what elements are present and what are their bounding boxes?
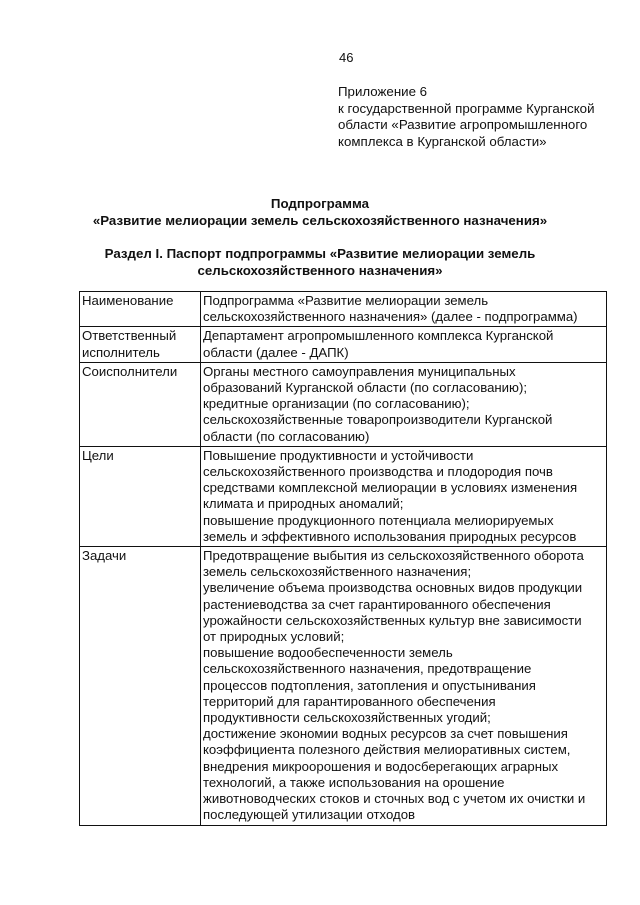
row-value-line: сельскохозяйственного назначения, предотвращение bbox=[203, 661, 532, 677]
row-value-line: климата и природных аномалий; bbox=[203, 496, 404, 512]
appendix-line: к государственной программе Курганской bbox=[338, 100, 595, 116]
row-value-line: Повышение продуктивности и устойчивости bbox=[203, 447, 474, 463]
row-name-cell bbox=[80, 292, 201, 327]
row-value-line: продуктивности сельскохозяйственных угодий; bbox=[203, 710, 491, 726]
row-name-cell bbox=[80, 327, 201, 362]
page-number: 46 bbox=[339, 50, 354, 65]
row-value-line: Подпрограмма «Развитие мелиорации земель bbox=[203, 293, 489, 308]
appendix-note bbox=[338, 84, 628, 150]
section-title-line: сельскохозяйственного назначения» bbox=[197, 262, 443, 278]
row-value-line: земель и эффективного использования природных ресурсов bbox=[203, 528, 577, 544]
row-value-line: последующей утилизации отходов bbox=[203, 807, 416, 823]
table-row bbox=[80, 547, 607, 825]
section-title bbox=[0, 246, 640, 279]
row-value-cell bbox=[201, 446, 607, 546]
appendix-line: комплекса в Курганской области» bbox=[338, 133, 547, 149]
row-name-cell bbox=[80, 547, 201, 825]
subprogram-title bbox=[0, 196, 640, 229]
row-name-line: Ответственный bbox=[82, 328, 177, 344]
row-value-line: Департамент агропромышленного комплекса Курганской bbox=[203, 328, 554, 344]
row-value-line: Предотвращение выбытия из сельскохозяйственного оборота bbox=[203, 548, 584, 564]
row-name-line: Наименование bbox=[82, 293, 174, 308]
row-value-line: земель сельскохозяйственного назначения; bbox=[203, 564, 472, 580]
row-value-line: технологий, а также использования на орошение bbox=[203, 774, 505, 790]
appendix-line: Приложение 6 bbox=[338, 84, 428, 99]
row-value-line: коэффициента полезного действия мелиоративных систем, bbox=[203, 742, 571, 758]
appendix-line: области «Развитие агропромышленного bbox=[338, 117, 588, 132]
row-name-line: Соисполнители bbox=[82, 363, 178, 379]
row-value-line: кредитные организации (по согласованию); bbox=[203, 396, 470, 412]
row-value-line: сельскохозяйственные товаропроизводители Курганской bbox=[203, 412, 553, 428]
row-value-line: области (по согласованию) bbox=[203, 428, 370, 444]
row-name-cell bbox=[80, 362, 201, 446]
row-value-cell bbox=[201, 327, 607, 362]
passport-table-body bbox=[80, 292, 607, 826]
row-value-line: повышение водообеспеченности земель bbox=[203, 645, 453, 661]
row-value-line: растениеводства за счет гарантированного обеспечения bbox=[203, 596, 551, 612]
row-value-line: территорий для гарантированного обеспечения bbox=[203, 693, 496, 709]
row-value-line: достижение экономии водных ресурсов за счет повышения bbox=[203, 726, 568, 742]
subprogram-title-line: Подпрограмма bbox=[270, 196, 370, 211]
row-value-cell bbox=[201, 362, 607, 446]
row-value-line: сельскохозяйственного назначения» (далее - подпрограмма) bbox=[203, 309, 578, 325]
row-value-line: от природных условий; bbox=[203, 629, 345, 645]
row-name-line: Цели bbox=[82, 447, 114, 463]
row-value-line: животноводческих стоков и сточных вод с учетом их очистки и bbox=[203, 791, 586, 807]
row-value-line: сельскохозяйственного производства и плодородия почв bbox=[203, 464, 553, 480]
row-value-line: процессов подтопления, затопления и опустынивания bbox=[203, 677, 536, 693]
row-value-line: образований Курганской области (по согласованию); bbox=[203, 380, 527, 396]
row-value-line: Органы местного самоуправления муниципальных bbox=[203, 363, 516, 379]
row-value-cell bbox=[201, 547, 607, 825]
subprogram-title-line: «Развитие мелиорации земель сельскохозяйственного назначения» bbox=[92, 212, 548, 228]
table-row bbox=[80, 446, 607, 546]
row-value-line: увеличение объема производства основных видов продукции bbox=[203, 580, 583, 596]
row-name-line: Задачи bbox=[82, 548, 127, 564]
row-value-line: средствами комплексной мелиорации в условиях изменения bbox=[203, 480, 578, 496]
row-name-line: исполнитель bbox=[82, 344, 160, 360]
table-row bbox=[80, 327, 607, 362]
row-value-line: повышение продукционного потенциала мелиорируемых bbox=[203, 512, 554, 528]
row-name-cell bbox=[80, 446, 201, 546]
row-value-cell bbox=[201, 292, 607, 327]
table-row bbox=[80, 292, 607, 327]
passport-table bbox=[79, 291, 607, 826]
table-row bbox=[80, 362, 607, 446]
row-value-line: урожайности сельскохозяйственных культур вне зависимости bbox=[203, 612, 582, 628]
section-title-line: Раздел I. Паспорт подпрограммы «Развитие мелиорации земель bbox=[104, 246, 536, 261]
row-value-line: области (далее - ДАПК) bbox=[203, 344, 349, 360]
row-value-line: внедрения микроорошения и водосберегающих аграрных bbox=[203, 758, 559, 774]
